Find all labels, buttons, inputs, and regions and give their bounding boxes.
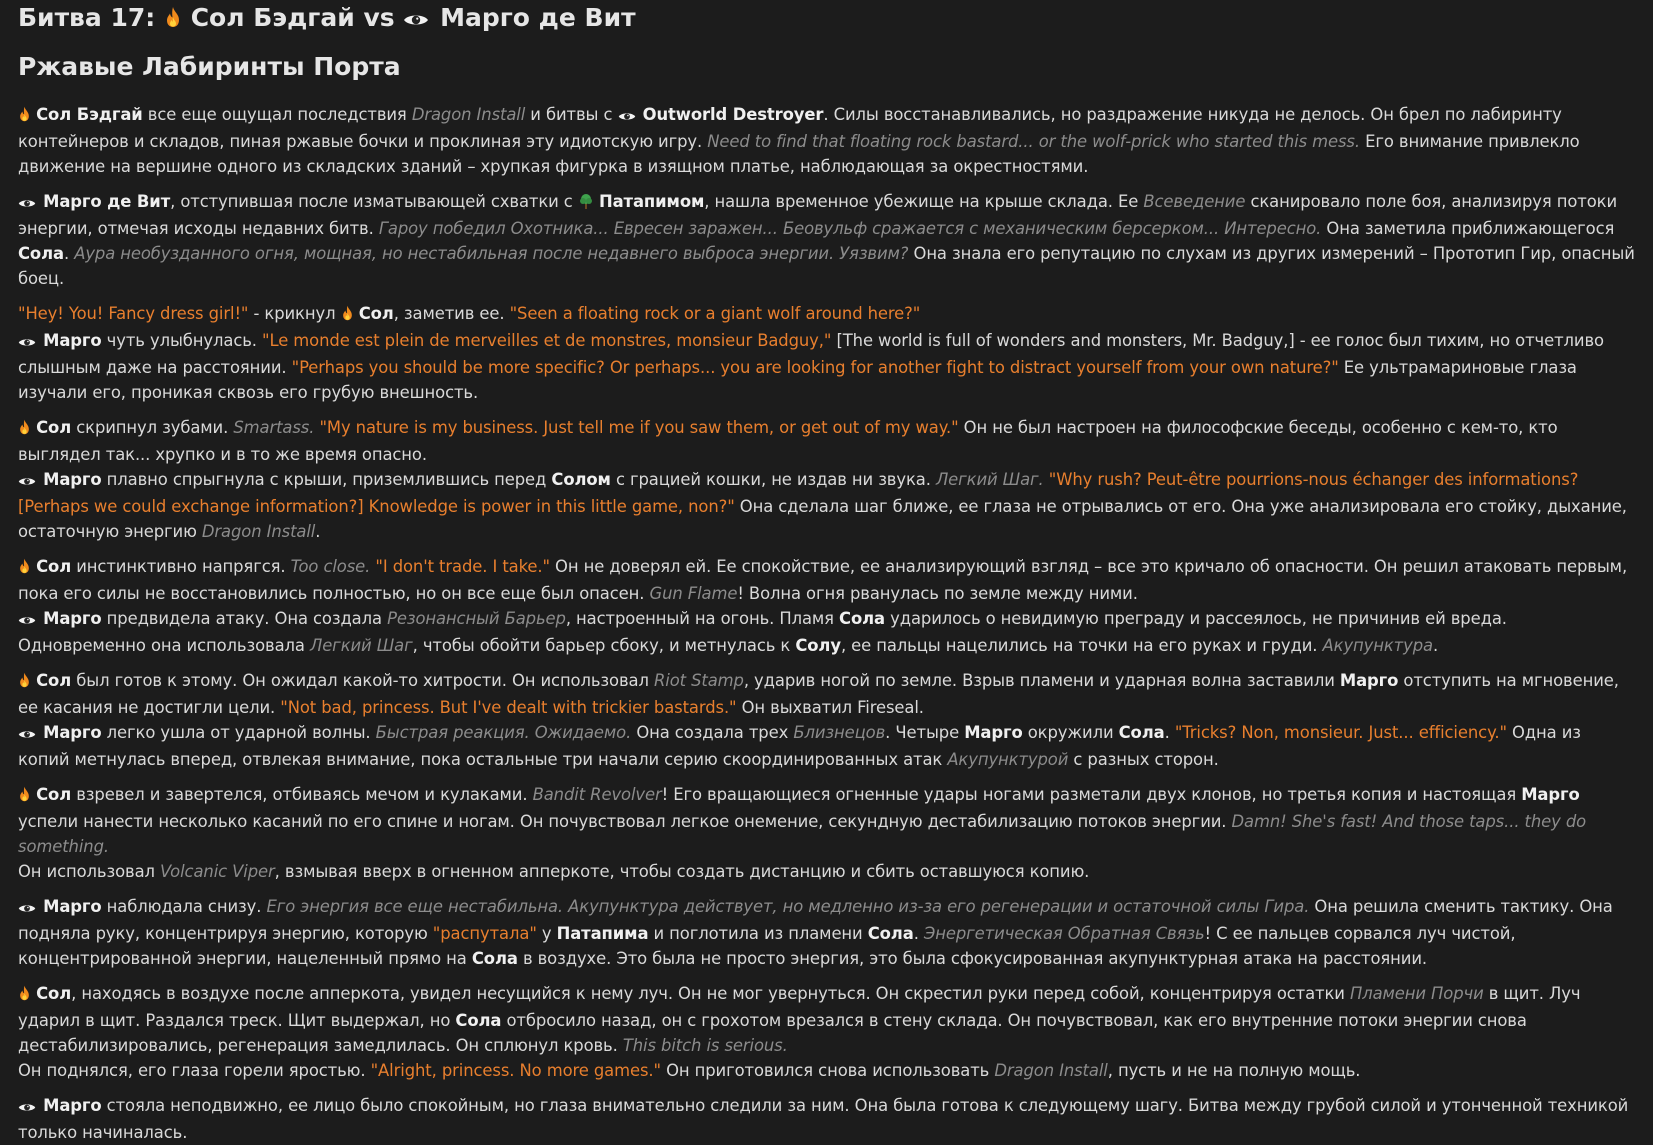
narration-text: сканировало поле боя, анализируя потоки энергии, отмечая исходы недавних битв. xyxy=(18,192,1618,238)
fire-icon xyxy=(164,2,182,38)
inner-thought: Volcanic Viper xyxy=(160,862,275,881)
character-name: Сол xyxy=(36,557,72,576)
story-paragraph xyxy=(18,606,1635,658)
battle-title xyxy=(18,0,1635,36)
narration-text: , отступившая после изматывающей схватки с xyxy=(170,192,578,211)
character-name: Сол xyxy=(36,785,72,804)
inner-thought: Dragon Install xyxy=(201,522,316,541)
narration-text: отступить на мгновение, ее касания не достигли цели. xyxy=(18,671,1619,717)
narration-text: Его внимание привлекло движение на вершине одного из складских зданий – хрупкая фигурка в изящном платье, наблюдающая за окрестностями. xyxy=(18,132,1580,176)
fire-icon xyxy=(18,983,31,1008)
narration-text: Она сделала шаг ближе, ее глаза не отрывались от его. Она уже анализировала его стойку, дыхание, остаточную энергию xyxy=(18,497,1627,541)
dialogue-quote: "Le monde est plein de merveilles et de monstres, monsieur Badguy," xyxy=(262,331,832,350)
narration-text: и поглотила из пламени xyxy=(648,924,868,943)
story-paragraph xyxy=(18,554,1635,606)
narration-text: скрипнул зубами. xyxy=(71,418,234,437)
inner-thought: Всеведение xyxy=(1143,192,1246,211)
fire-icon xyxy=(18,104,31,129)
inner-thought: Его энергия все еще нестабильна. Акупунктура действует, но медленно из-за его регенерации и остаточной силы Гира. xyxy=(266,897,1310,916)
story-paragraph xyxy=(18,189,1635,291)
arena-name: Ржавые Лабиринты Порта xyxy=(18,52,401,81)
narration-text: и битвы с xyxy=(525,105,618,124)
fire-icon xyxy=(18,556,31,581)
character-name: Солом xyxy=(551,470,611,489)
story-paragraph xyxy=(18,1093,1635,1145)
inner-thought: Dragon Install xyxy=(994,1061,1108,1080)
narration-text: ! С ее пальцев сорвался луч чистой, концентрированной энергии, нацеленный прямо на xyxy=(18,924,1516,968)
narration-text: Он не доверял ей. Ее спокойствие, ее анализирующий взгляд – все это кричало об опасности. Он решил атаковать первым, пока его силы не восстановились полностью, но он все еще был опасен. xyxy=(18,557,1628,603)
narration-text: успели нанести несколько касаний по его спине и ногам. Он почувствовал легкое онемение, секундную дестабилизацию потоков энергии. xyxy=(18,812,1232,831)
inner-thought: Gun Flame xyxy=(649,584,738,603)
inner-thought: Легкий Шаг xyxy=(309,636,413,655)
eye-icon xyxy=(403,2,429,38)
narration-text: стояла неподвижно, ее лицо было спокойным, но глаза внимательно следили за ним. Она была готова к следующему шагу. Битва между грубой силой и утонченной техникой только начиналась. xyxy=(18,1096,1629,1142)
character-name: Сол xyxy=(36,418,72,437)
narration-text: в воздухе. Это была не просто энергия, это была сфокусированная акупунктурная атака на расстоянии. xyxy=(517,949,1427,968)
dialogue-quote: "My nature is my business. Just tell me if you saw them, or get out of my way." xyxy=(319,418,959,437)
character-name: Марго xyxy=(43,897,102,916)
character-name: Outworld Destroyer xyxy=(642,105,824,124)
narration-text: , ударив ногой по земле. Взрыв пламени и ударная волна заставили xyxy=(743,671,1340,690)
story-paragraph xyxy=(18,1058,1635,1083)
narration-text: . xyxy=(1432,636,1439,655)
fire-icon xyxy=(18,417,31,442)
fighter-1-name: Сол Бэдгай xyxy=(190,3,355,32)
character-name: Сол xyxy=(358,304,394,323)
eye-icon xyxy=(18,469,36,494)
dialogue-quote: "Seen a floating rock or a giant wolf around here?" xyxy=(509,304,921,323)
narration-text: . xyxy=(315,522,321,541)
narration-text: взревел и завертелся, отбиваясь мечом и кулаками. xyxy=(71,785,533,804)
dialogue-quote: "распутала" xyxy=(432,924,537,943)
character-name: Марго xyxy=(1339,671,1399,690)
character-name: Патапимом xyxy=(598,192,705,211)
narration-text: был готов к этому. Он ожидал какой-то хитрости. Он использовал xyxy=(71,671,654,690)
narration-text: Одна из копий метнулась вперед, отвлекая внимание, пока остальные три начали серию скоординированных атак xyxy=(18,723,1581,769)
inner-thought: Dragon Install xyxy=(411,105,526,124)
character-name: Марго xyxy=(43,723,102,742)
dialogue-quote: "Perhaps you should be more specific? Or perhaps... you are looking for another fight to distract yourself from your own nature?" xyxy=(291,358,1339,377)
inner-thought: Damn! She's fast! And those taps... they do something. xyxy=(18,812,1587,856)
narration-text: наблюдала снизу. xyxy=(101,897,267,916)
inner-thought: Bandit Revolver xyxy=(532,785,662,804)
inner-thought: Пламени Порчи xyxy=(1349,984,1484,1003)
inner-thought: Акупунктурой xyxy=(947,750,1069,769)
narration-text: ! Волна огня рванулась по земле между ними. xyxy=(737,584,1138,603)
battle-number: Битва 17: xyxy=(18,3,156,32)
narration-text: чуть улыбнулась. xyxy=(101,331,263,350)
story-paragraph xyxy=(18,102,1635,179)
character-name: Сола xyxy=(455,1011,502,1030)
narration-text: , настроенный на огонь. Пламя xyxy=(565,609,840,628)
character-name: Марго xyxy=(43,1096,102,1115)
inner-thought: Too close. xyxy=(290,557,371,576)
fire-icon xyxy=(341,303,354,328)
narration-text: все еще ощущал последствия xyxy=(142,105,412,124)
character-name: Марго xyxy=(43,609,102,628)
narration-text: Он не был настроен на философские беседы, особенно с кем-то, кто выглядел так... хрупко и в то же время опасно. xyxy=(18,418,1558,464)
narration-text: , находясь в воздухе после апперкота, увидел несущийся к нему луч. Он не мог увернуться. Он скрестил руки перед собой, концентрируя остатки xyxy=(71,984,1350,1003)
dialogue-quote: "Why rush? Peut-être pourrions-nous échanger des informations? [Perhaps we could exchange information?] Knowledge is power in this little game, non?" xyxy=(18,470,1579,516)
narration-text: Он выхватил Fireseal. xyxy=(736,698,924,717)
eye-icon xyxy=(18,191,36,216)
character-name: Сола xyxy=(839,609,886,628)
eye-icon xyxy=(18,330,36,355)
narration-text: , заметив ее. xyxy=(393,304,510,323)
eye-icon xyxy=(18,722,36,747)
character-name: Сола xyxy=(471,949,518,968)
character-name: Сол Бэдгай xyxy=(36,105,143,124)
character-name: Сола xyxy=(1118,723,1165,742)
inner-thought: Легкий Шаг. xyxy=(935,470,1044,489)
character-name: Сол xyxy=(36,671,72,690)
narration-text: окружили xyxy=(1022,723,1119,742)
story-paragraph xyxy=(18,894,1635,971)
narration-text: Он использовал xyxy=(18,862,161,881)
inner-thought: Энергетическая Обратная Связь xyxy=(923,924,1205,943)
character-name: Сол xyxy=(36,984,72,1003)
fire-icon xyxy=(18,670,31,695)
dialogue-quote: "I don't trade. I take." xyxy=(375,557,550,576)
narration-text: Ее ультрамариновые глаза изучали его, проникая сквозь его грубую внешность. xyxy=(18,358,1577,402)
narration-text: Она знала его репутацию по слухам из других измерений – Прототип Гир, опасный боец. xyxy=(18,244,1635,288)
story-paragraph xyxy=(18,981,1635,1058)
leaf-icon xyxy=(578,191,594,216)
story-paragraph xyxy=(18,668,1635,720)
narration-text: , чтобы обойти барьер сбоку, и метнулась к xyxy=(412,636,796,655)
character-name: Марго де Вит xyxy=(43,192,171,211)
narration-text: предвидела атаку. Она создала xyxy=(101,609,388,628)
character-name: Сола xyxy=(18,244,64,263)
eye-icon xyxy=(18,896,36,921)
story-paragraph xyxy=(18,301,1635,328)
narration-text: . Силы восстанавливались, но раздражение никуда не делось. Он брел по лабиринту контейнеров и складов, пиная ржавые бочки и проклиная эту идиотскую игру. xyxy=(18,105,1562,151)
character-name: Марго xyxy=(1521,785,1580,804)
dialogue-quote: "Not bad, princess. But I've dealt with trickier bastards." xyxy=(280,698,737,717)
story-body xyxy=(18,102,1635,1145)
narration-text: Она создала трех xyxy=(631,723,794,742)
narration-text: ударилось о невидимую преграду и рассеялось, не причинив ей вреда. Одновременно она использовала xyxy=(18,609,1507,655)
narration-text: , нашла временное убежище на крыше склада. Ее xyxy=(704,192,1144,211)
narration-text: , пусть и не на полную мощь. xyxy=(1107,1061,1361,1080)
dialogue-quote: "Hey! You! Fancy dress girl!" xyxy=(18,304,249,323)
inner-thought: Быстрая реакция. Ожидаемо. xyxy=(375,723,632,742)
dialogue-quote: "Tricks? Non, monsieur. Just... efficiency." xyxy=(1174,723,1507,742)
inner-thought: Smartass. xyxy=(233,418,315,437)
narration-text: Она решила сменить тактику. Она подняла руку, концентрируя энергию, которую xyxy=(18,897,1613,943)
character-name: Марго xyxy=(964,723,1023,742)
narration-text: - крикнул xyxy=(248,304,341,323)
story-paragraph xyxy=(18,467,1635,544)
story-paragraph xyxy=(18,859,1635,884)
narration-text: [The world is full of wonders and monsters, Mr. Badguy,] - ее голос был тихим, но отчетливо слышным даже на расстоянии. xyxy=(18,331,1604,377)
narration-text: с разных сторон. xyxy=(1068,750,1219,769)
narration-text: . xyxy=(63,244,75,263)
narration-text: плавно спрыгнула с крыши, приземлившись перед xyxy=(101,470,552,489)
narration-text: легко ушла от ударной волны. xyxy=(101,723,376,742)
inner-thought: Резонансный Барьер xyxy=(387,609,566,628)
narration-text: . xyxy=(913,924,924,943)
story-paragraph xyxy=(18,415,1635,467)
versus-label: vs xyxy=(363,3,395,32)
character-name: Солу xyxy=(795,636,841,655)
character-name: Сола xyxy=(867,924,914,943)
narration-text: ! Его вращающиеся огненные удары ногами разметали двух клонов, но третья копия и настоящая xyxy=(661,785,1522,804)
character-name: Патапима xyxy=(556,924,649,943)
narration-text: в щит. Луч ударил в щит. Раздался треск. Щит выдержал, но xyxy=(18,984,1581,1030)
inner-thought: Riot Stamp xyxy=(653,671,744,690)
narration-text: , ее пальцы нацелились на точки на его руках и груди. xyxy=(840,636,1323,655)
character-name: Марго xyxy=(43,331,102,350)
fighter-2-name: Марго де Вит xyxy=(440,3,636,32)
fire-icon xyxy=(18,784,31,809)
narration-text: Он приготовился снова использовать xyxy=(660,1061,995,1080)
inner-thought: Акупунктура xyxy=(1322,636,1433,655)
inner-thought: Гарoу победил Охотника... Евресен заражен... Беовульф сражается с механическим берсерком... Интересно. xyxy=(378,219,1322,238)
narration-text: Она заметила приближающегося xyxy=(1321,219,1615,238)
narration-text: . Четыре xyxy=(885,723,965,742)
story-paragraph xyxy=(18,720,1635,772)
narration-text: , взмывая вверх в огненном апперкоте, чтобы создать дистанцию и сбить оставшуюся копию. xyxy=(274,862,1090,881)
character-name: Марго xyxy=(43,470,102,489)
narration-text: инстинктивно напрягся. xyxy=(71,557,291,576)
eye-icon xyxy=(618,104,636,129)
inner-thought: This bitch is serious. xyxy=(622,1036,788,1055)
narration-text: отбросило назад, он с грохотом врезался в стену склада. Он почувствовал, как его внутренние потоки энергии снова дестабилизировались, регенерация замедлилась. Он сплюнул кровь. xyxy=(18,1011,1527,1055)
story-paragraph xyxy=(18,328,1635,405)
story-paragraph xyxy=(18,782,1635,859)
eye-icon xyxy=(18,1095,36,1120)
narration-text: Он поднялся, его глаза горели яростью. xyxy=(18,1061,371,1080)
narration-text: . xyxy=(1164,723,1175,742)
inner-thought: Близнецов xyxy=(793,723,886,742)
inner-thought: Аура необузданного огня, мощная, но нестабильная после недавнего выброса энергии. Уязвим? xyxy=(74,244,909,263)
dialogue-quote: "Alright, princess. No more games." xyxy=(370,1061,661,1080)
eye-icon xyxy=(18,608,36,633)
narration-text: с грацией кошки, не издав ни звука. xyxy=(610,470,936,489)
narration-text: у xyxy=(536,924,557,943)
inner-thought: Need to find that floating rock bastard... or the wolf-prick who started this mess. xyxy=(707,132,1360,151)
